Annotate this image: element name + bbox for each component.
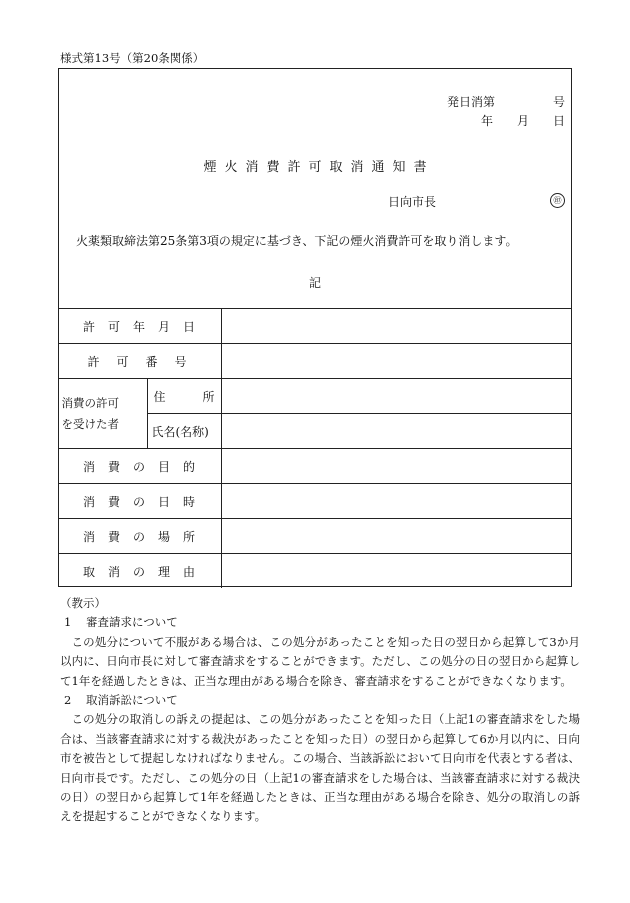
instruction-2-title: 2 取消訴訟について: [64, 693, 178, 708]
document-number-unit: 号: [552, 95, 565, 109]
address-label: 住 所: [147, 379, 221, 414]
notice-frame: [58, 68, 572, 587]
row-label-permit-date: 許可年月日: [58, 309, 222, 344]
instruction-1-title: 1 審査請求について: [64, 615, 178, 630]
value-reason: [221, 554, 572, 589]
document-number: [447, 93, 565, 110]
permittee-label: 消費の許可 を受けた者: [58, 379, 148, 449]
value-address: [221, 379, 572, 414]
form-label: 様式第13号（第20条関係）: [60, 51, 205, 65]
name-label: 氏名(名称): [147, 414, 221, 449]
date-day: 日: [552, 114, 565, 128]
row-label-purpose: 消費の目的: [58, 449, 222, 484]
instruction-2-text: この処分の取消しの訴えの提起は、この処分があったことを知った日（上記1の審査請求をした場合は、当該審査請求に対する裁決があったことを知った日）の翌日から起算して6か月以内に、日向市を被告として提起しなければなりません。この場合、当該訴訟において日向市を代表とする者は、日向市長です。ただし、この処分の日（上記1の審査請求をした場合は、当該審査請求に対する裁決の日）の翌日から起算して1年を経過したときは、正当な理由がある場合を除き、処分の取消しの訴えを提起することができなくなります。: [60, 712, 580, 824]
date-year: 年: [480, 114, 493, 128]
document-number-label: 発日消第: [446, 95, 495, 109]
instruction-1-text: この処分について不服がある場合は、この処分があったことを知った日の翌日から起算して3か月以内に、日向市長に対して審査請求をすることができます。ただし、この処分の日の翌日から起算して1年を経過したときは、正当な理由がある場合を除き、審査請求をすることができなくなります。: [60, 634, 580, 688]
value-purpose: [221, 449, 572, 484]
value-name: [221, 414, 572, 449]
table-row: [58, 379, 572, 414]
value-place: [221, 519, 572, 554]
details-table: [58, 308, 572, 588]
table-row: [58, 554, 572, 589]
value-permit-date: [221, 309, 572, 344]
instructions: [60, 594, 580, 827]
value-datetime: [221, 484, 572, 519]
row-label-datetime: 消費の日時: [58, 484, 222, 519]
ki-heading: 記: [308, 276, 321, 290]
row-label-reason: 取消の理由: [58, 554, 222, 589]
issuer: 日向市長: [388, 195, 437, 209]
table-row: [58, 484, 572, 519]
instructions-heading: （教示）: [60, 596, 106, 610]
table-row: [58, 344, 572, 379]
seal-icon: ㊞: [550, 193, 565, 208]
table-row: [58, 449, 572, 484]
document-title: 煙火消費許可取消通知書: [203, 160, 435, 175]
issue-date: [457, 112, 565, 129]
table-row: [58, 309, 572, 344]
row-label-place: 消費の場所: [58, 519, 222, 554]
table-row: [58, 519, 572, 554]
value-permit-number: [221, 344, 572, 379]
row-label-permit-number: 許可番号: [58, 344, 222, 379]
notice-body: 火薬類取締法第25条第3項の規定に基づき、下記の煙火消費許可を取り消します。: [76, 234, 518, 248]
date-month: 月: [516, 114, 529, 128]
